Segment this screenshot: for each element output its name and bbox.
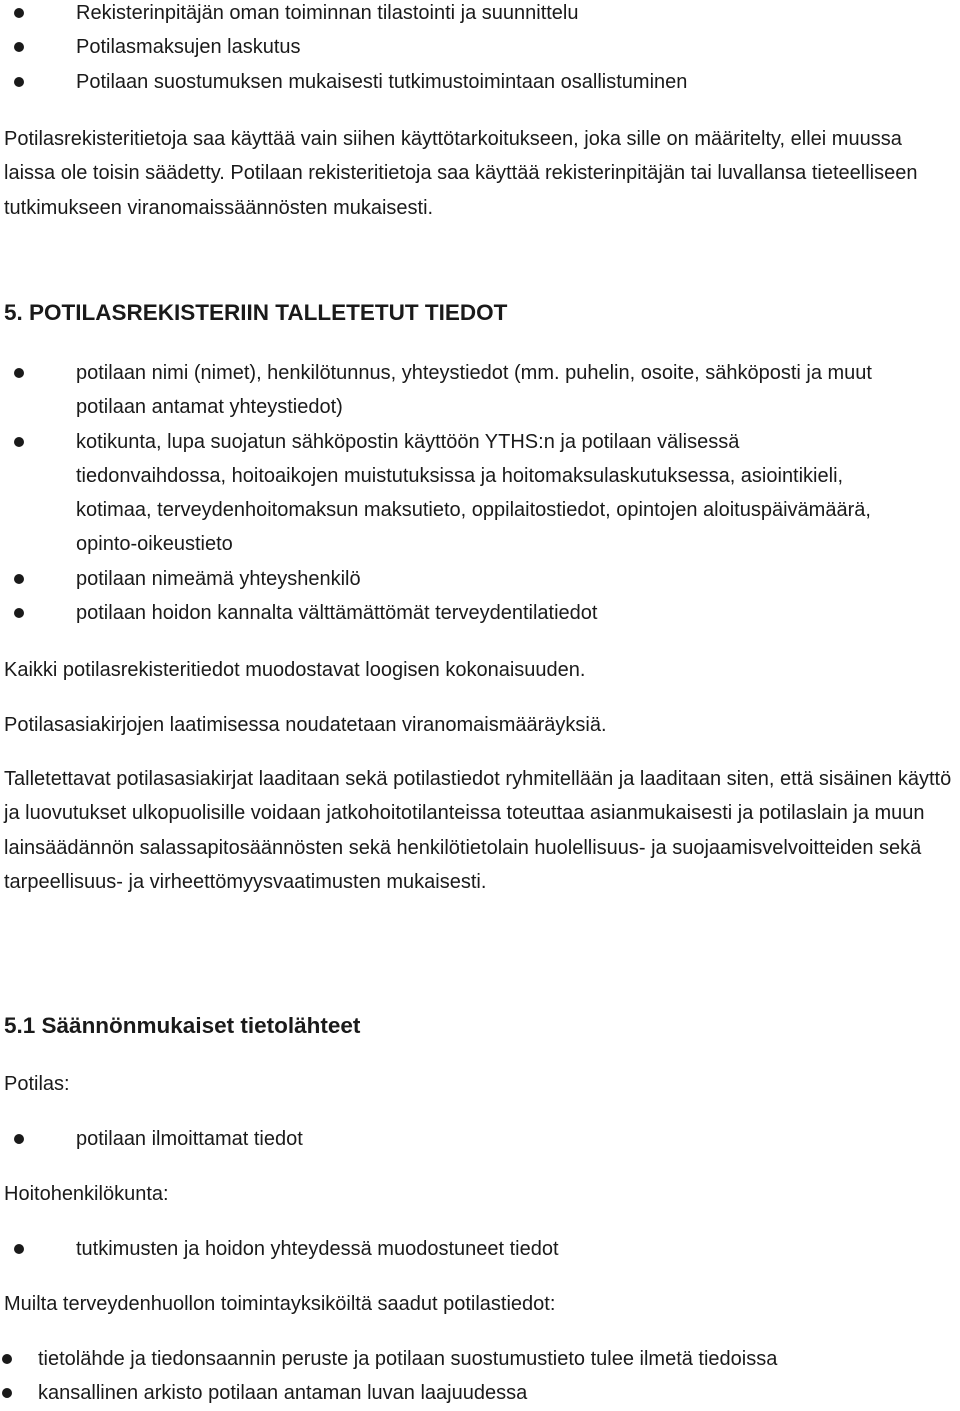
bullet-icon <box>2 1354 12 1364</box>
label-muilta: Muilta terveydenhuollon toimintayksiköiltä saadut potilastiedot: <box>4 1293 556 1315</box>
bullet-icon <box>14 574 24 584</box>
label-potilas: Potilas: <box>4 1073 70 1095</box>
paragraph: Kaikki potilasrekisteritiedot muodostavat loogisen kokonaisuuden. <box>4 659 586 681</box>
list-item: Potilasmaksujen laskutus <box>4 30 956 64</box>
section-5-1-heading: 5.1 Säännönmukaiset tietolähteet <box>4 1013 361 1038</box>
muilta-list <box>4 1342 944 1411</box>
bullet-icon <box>14 368 24 378</box>
bullet-icon <box>14 437 24 447</box>
list-item: kotikunta, lupa suojatun sähköpostin käyttöön YTHS:n ja potilaan välisessä tiedonvaihdossa, hoitoaikojen muistutuksissa ja hoitomaksulaskutuksessa, asiointikieli, kotimaa, terveydenhoitomaksun maksutieto, oppilaitostiedot, opintojen aloituspäivämäärä, opinto-oikeustieto <box>4 425 876 562</box>
hoito-list <box>4 1232 884 1266</box>
list-item: Potilaan suostumuksen mukaisesti tutkimustoimintaan osallistuminen <box>4 65 956 99</box>
bullet-icon <box>14 608 24 618</box>
section-5-heading: 5. POTILASREKISTERIIN TALLETETUT TIEDOT <box>4 300 508 325</box>
list-item: kansallinen arkisto potilaan antaman luvan laajuudessa <box>4 1376 944 1410</box>
section-5-list <box>4 356 876 630</box>
list-item: potilaan ilmoittamat tiedot <box>4 1122 884 1156</box>
bullet-icon <box>14 42 24 52</box>
bullet-icon <box>14 77 24 87</box>
list-item: potilaan hoidon kannalta välttämättömät terveydentilatiedot <box>4 596 876 630</box>
bullet-icon <box>14 1244 24 1254</box>
list-item: potilaan nimi (nimet), henkilötunnus, yhteystiedot (mm. puhelin, osoite, sähköposti ja muut potilaan antamat yhteystiedot) <box>4 356 876 425</box>
bullet-icon <box>14 1134 24 1144</box>
paragraph: Potilasasiakirjojen laatimisessa noudatetaan viranomaismääräyksiä. <box>4 714 607 736</box>
paragraph: Talletettavat potilasasiakirjat laaditaan sekä potilastiedot ryhmitellään ja laaditaan siten, että sisäinen käyttö ja luovutukset ulkopuolisille voidaan jatkohoitotilanteissa toteuttaa asianmukaisesti ja potilaslain ja muun lainsäädännön salassapitosäännösten sekä henkilötietolain huolellisuus- ja suojaamisvelvoitteiden sekä tarpeellisuus- ja virheettömyysvaatimusten mukaisesti. <box>4 768 952 893</box>
potilas-list <box>4 1122 884 1156</box>
list-item: potilaan nimeämä yhteyshenkilö <box>4 562 876 596</box>
list-item: tutkimusten ja hoidon yhteydessä muodostuneet tiedot <box>4 1232 884 1266</box>
bullet-icon <box>14 8 24 18</box>
intro-paragraph: Potilasrekisteritietoja saa käyttää vain siihen käyttötarkoitukseen, joka sille on määritelty, ellei muussa laissa ole toisin säädetty. Potilaan rekisteritietoja saa käyttää rekisterinpitäjän tai luvallansa tieteelliseen tutkimukseen viranomaissäännösten mukaisesti. <box>4 128 918 219</box>
bullet-icon <box>2 1388 12 1398</box>
list-item: tietolähde ja tiedonsaannin peruste ja potilaan suostumustieto tulee ilmetä tiedoissa <box>4 1342 944 1376</box>
label-hoitohenkilokunta: Hoitohenkilökunta: <box>4 1183 169 1205</box>
intro-list <box>4 0 956 99</box>
list-item: Rekisterinpitäjän oman toiminnan tilastointi ja suunnittelu <box>4 0 956 30</box>
